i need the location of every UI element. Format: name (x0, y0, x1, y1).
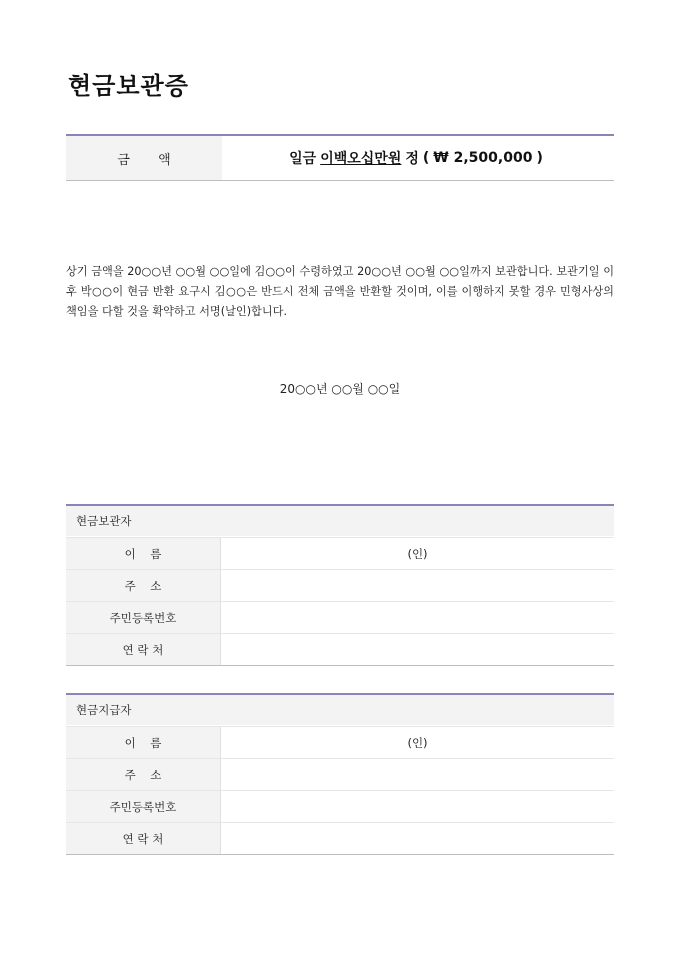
amount-prefix: 일금 (289, 151, 317, 167)
keeper-row-address (66, 569, 614, 601)
keeper-contact-value[interactable] (221, 634, 614, 665)
amount-box (66, 134, 614, 181)
keeper-heading: 현금보관자 (66, 506, 614, 537)
amount-suffix: 정 (405, 151, 419, 167)
payer-contact-value[interactable] (221, 823, 614, 854)
payer-id-value[interactable] (221, 791, 614, 822)
amount-close-paren: ) (536, 150, 543, 166)
document-title: 현금보관증 (68, 72, 189, 100)
amount-open-paren: ( (422, 150, 430, 166)
payer-name-value[interactable]: (인) (407, 735, 428, 750)
payer-row-contact (66, 822, 614, 854)
amount-numeric: ₩ 2,500,000 (433, 150, 533, 166)
payer-address-value[interactable] (221, 759, 614, 790)
keeper-row-id (66, 601, 614, 633)
payer-contact-label: 연 락 처 (66, 823, 221, 854)
signature-date: 20○○년 ○○월 ○○일 (279, 382, 401, 396)
keeper-id-value[interactable] (221, 602, 614, 633)
keeper-name-label: 이 름 (66, 538, 221, 569)
keeper-id-label: 주민등록번호 (66, 602, 221, 633)
payer-heading: 현금지급자 (66, 695, 614, 726)
keeper-name-value[interactable]: (인) (407, 546, 428, 561)
keeper-row-name (66, 537, 614, 569)
payer-row-id (66, 790, 614, 822)
payer-name-label: 이 름 (66, 727, 221, 758)
payer-section (66, 693, 614, 855)
payer-row-name (66, 726, 614, 758)
keeper-address-label: 주 소 (66, 570, 221, 601)
payer-row-address (66, 758, 614, 790)
amount-value (222, 136, 614, 180)
amount-label: 금 액 (66, 136, 222, 180)
keeper-section (66, 504, 614, 666)
payer-id-label: 주민등록번호 (66, 791, 221, 822)
amount-korean: 이백오십만원 (320, 151, 402, 167)
keeper-contact-label: 연 락 처 (66, 634, 221, 665)
keeper-row-contact (66, 633, 614, 665)
body-paragraph: 상기 금액을 20○○년 ○○월 ○○일에 김○○이 수령하였고 20○○년 ○○월 ○○일까지 보관합니다. 보관기일 이후 박○○이 현금 반환 요구시 김○○은 반드시 전체 금액을 반환할 것이며, 이를 이행하지 못할 경우 민형사상의 책임을 다할 것을 확약하고 서명(날인)합니다. (66, 265, 614, 318)
keeper-address-value[interactable] (221, 570, 614, 601)
payer-address-label: 주 소 (66, 759, 221, 790)
